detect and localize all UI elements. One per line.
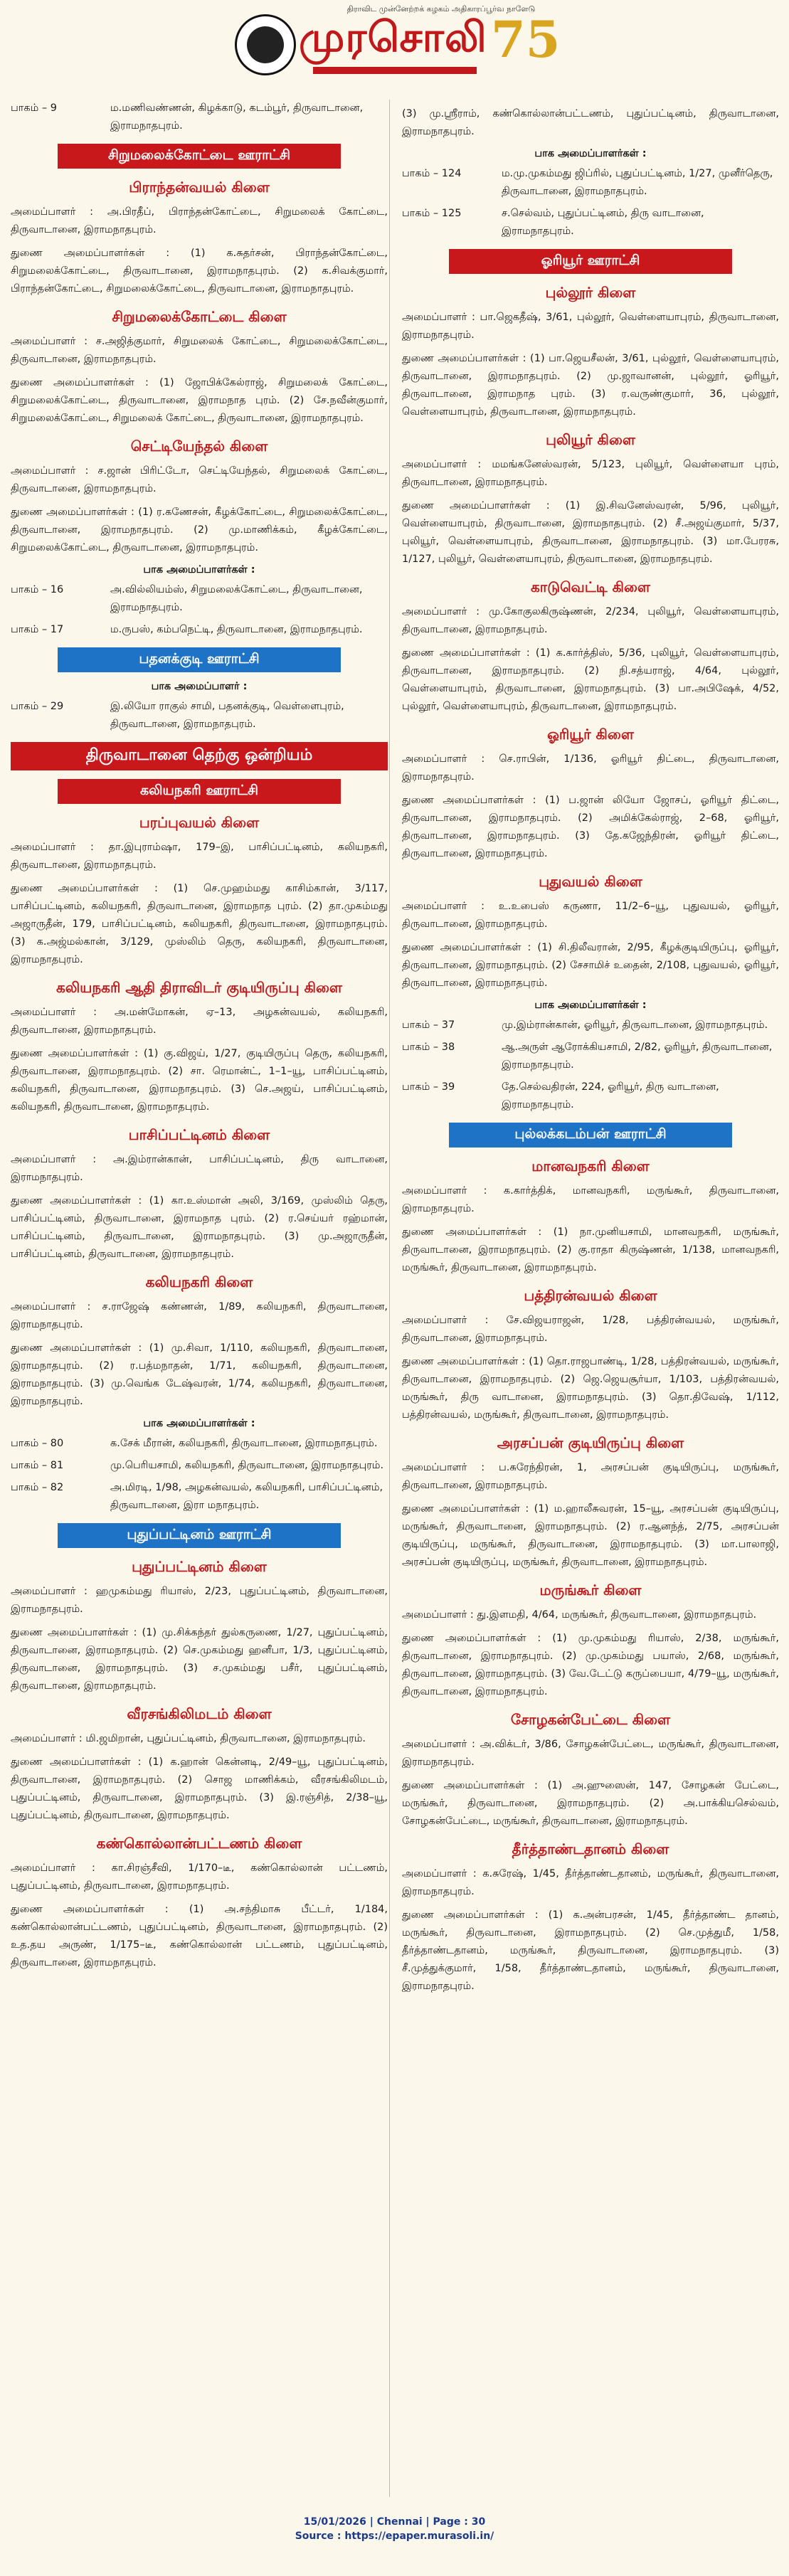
footer-date-page: 15/01/2026 | Chennai | Page : 30 bbox=[303, 2516, 486, 2528]
organiser-text: அமைப்பாளர் : மமங்கனேஸ்வரன், 5/123, புலியூர், வெள்ளையா புரம், திருவாடானை, இராமநாதபுரம். bbox=[402, 459, 779, 488]
branch-heading: புல்லூர் கிளை bbox=[545, 284, 636, 301]
part-row: பாகம் – 82 அ.மிரடி, 1/98, அழகன்வயல், கலியநகரி, பாசிப்பட்டினம், திருவாடானை, இரா மநாதபுரம். bbox=[11, 1482, 383, 1511]
deputy-organisers-text: துணை அமைப்பாளர்கள் : (1) க.அன்பரசன், 1/45, தீர்த்தாண்ட தானம், மருங்கூர், திருவாடானை, இராமநாதபுரம். (2) செ.முத்துமீ, 1/58, தீர்த்தாண்டதானம், மருங்கூர், திருவாடானை, இராமநாதபுரம். (3) சீ.முத்துக்குமார், 1/58, தீர்த்தாண்டதானம், மருங்கூர், திருவாடானை, இராமநாதபுரம். bbox=[402, 1909, 779, 1992]
panchayat-heading: புதுப்பட்டினம் ஊராட்சி bbox=[58, 1523, 341, 1548]
part-row: பாகம் – 29 இ.லியோ ராகுல் சாமி, பதனக்குடி, வெள்ளைபுரம், திருவாடானை, இராமநாதபுரம். bbox=[11, 701, 344, 730]
part-organisers-heading: பாக அமைப்பாளர்கள் : bbox=[143, 564, 255, 576]
deputy-organisers-text: துணை அமைப்பாளர்கள் : (1) கு.விஜய், 1/27, குடியிருப்பு தெரு, கலியநகரி, திருவாடானை, இராமநாதபுரம். (2) சா. ரெமான்ட், 1–1–யூ, பாசிப்பட்டினம், கலியநகரி, திருவாடானை, இராமநாதபுரம். (3) செ.அஜய், பாசிப்பட்டினம், கலியநகரி, திருவாடானை, இராமநாதபுரம். bbox=[11, 1048, 388, 1113]
branch-heading: காடுவெட்டி கிளை bbox=[531, 578, 650, 595]
branch-heading: ஓரியூர் கிளை bbox=[547, 726, 634, 743]
part-row: பாகம் – 16 அ.வில்லியம்ஸ், சிறுமலைக்கோட்டை, திருவாடானை, இராமநாதபுரம். bbox=[11, 584, 363, 613]
part-organisers-heading: பாக அமைப்பாளர் : bbox=[151, 681, 248, 692]
continued-text: (3) மு.ஸ்ரீராம், கண்கொல்லான்பட்டணம், புதுப்பட்டினம், திருவாடானை, இராமநாதபுரம். bbox=[402, 108, 779, 137]
masthead-underline bbox=[313, 67, 477, 74]
panchayat-heading: புல்லக்கடம்பன் ஊராட்சி bbox=[449, 1123, 732, 1147]
deputy-organisers-text: துணை அமைப்பாளர்கள் : (1) மு.முகம்மது ரியாஸ், 2/38, மருங்கூர், திருவாடானை, இராமநாதபுரம். (2) மு.முகம்மது பயாஸ், 2/68, மருங்கூர், திருவாடானை, இராமநாதபுரம். (3) வே.டேட்டு கருப்பையா, 4/79–யூ, மருங்கூர், திருவாடானை, இராமநாதபுரம். bbox=[402, 1633, 779, 1697]
panchayat-heading: கலியநகரி ஊராட்சி bbox=[58, 779, 341, 804]
deputy-organisers-text: துணை அமைப்பாளர்கள் : (1) ப.ஜான் லியோ ஜோசப், ஓரியூர் திட்டை, திருவாடானை, இராமநாதபுரம். (2) அமிக்கேல்ராஜ், 2–68, ஓரியூர், திருவாடானை, இராமநாதபுரம். (3) தே.கஜேந்திரன், ஓரியூர் திட்டை, திருவாடானை, இராமநாதபுரம். bbox=[402, 795, 779, 859]
part-row: பாகம் – 37 மு.இம்ரான்கான், ஓரியூர், திருவாடானை, இராமநாதபுரம். bbox=[402, 1019, 768, 1031]
organiser-text: அமைப்பாளர் : து.இளமதி, 4/64, மருங்கூர், திருவாடானை, இராமநாதபுரம். bbox=[402, 1609, 757, 1621]
branch-heading: மானவநகரி கிளை bbox=[531, 1157, 650, 1175]
organiser-text: அமைப்பாளர் : அ.இம்ரான்கான், பாசிப்பட்டினம், திரு வாடானை, இராமநாதபுரம். bbox=[11, 1154, 388, 1183]
organiser-text: அமைப்பாளர் : ச.அஜித்குமார், சிறுமலைக் கோட்டை, சிறுமலைக்கோட்டை, திருவாடானை, இராமநாதபுரம். bbox=[11, 336, 388, 365]
union-heading: திருவாடானை தெற்கு ஒன்றியம் bbox=[11, 742, 388, 770]
organiser-text: அமைப்பாளர் : சே.விஜயராஜன், 1/28, பத்திரன்வயல், மருங்கூர், திருவாடானை, இராமநாதபுரம். bbox=[402, 1315, 779, 1344]
deputy-organisers-text: துணை அமைப்பாளர்கள் : (1) கா.உஸ்மான் அலி, 3/169, முஸ்லிம் தெரு, பாசிப்பட்டினம், திருவாடானை, இராமநாத புரம். (2) ர.செய்யர் ரஹ்மான், பாசிப்பட்டினம், திருவாடானை, இராமநாதபுரம். (3) மு.அஜாருதீன், பாசிப்பட்டினம், திருவாடானை, இராமநாதபுரம். bbox=[11, 1195, 388, 1260]
deputy-organisers-text: துணை அமைப்பாளர்கள் : (1) செ.முஹம்மது காசிம்கான், 3/117, பாசிப்பட்டினம், கலியநகரி, திருவாடானை, இராமநாத புரம். (2) தா.முகம்மது அஜாருதீன், 179, பாசிப்பட்டினம், கலியநகரி, திருவாடானை, இராமநாதபுரம். (3) க.அஜ்மல்கான், 3/129, முஸ்லிம் தெரு, கலியநகரி, திருவாடானை, இராமநாதபுரம். bbox=[11, 883, 388, 965]
newspaper-title: முரசொலி bbox=[299, 13, 487, 61]
organiser-text: அமைப்பாளர் : க.கார்த்திக், மானவநகரி, மருங்கூர், திருவாடானை, இராமநாதபுரம். bbox=[402, 1185, 779, 1214]
branch-heading: பிராந்தன்வயல் கிளை bbox=[129, 179, 270, 196]
panchayat-heading: சிறுமலைக்கோட்டை ஊராட்சி bbox=[58, 144, 341, 169]
organiser-text: அமைப்பாளர் : உ.உபைஸ் கருணா, 11/2–6–யூ, புதுவயல், ஓரியூர், திருவாடானை, இராமநாதபுரம். bbox=[402, 901, 779, 930]
panchayat-heading: பதனக்குடி ஊராட்சி bbox=[58, 647, 341, 672]
left-column bbox=[11, 100, 388, 1978]
part-organisers-heading: பாக அமைப்பாளர்கள் : bbox=[143, 1418, 255, 1429]
branch-heading: வீரசங்கிலிமடம் கிளை bbox=[127, 1705, 272, 1722]
branch-heading: செட்டியேந்தல் கிளை bbox=[130, 438, 268, 455]
part-row: பாகம் – 80 க.சேக் மீரான், கலியநகரி, திருவாடானை, இராமநாதபுரம். bbox=[11, 1438, 378, 1449]
deputy-organisers-text: துணை அமைப்பாளர்கள் : (1) ம.ஹாலீசுவரன், 15–யூ, அரசப்பன் குடியிருப்பு, மருங்கூர், திருவாடானை, இராமநாதபுரம். (2) ர.ஆனந்த், 2/75, அரசப்பன் குடியிருப்பு, மருங்கூர், திருவாடானை, இராமநாதபுரம். (3) மா.பாலாஜி, அரசப்பன் குடியிருப்பு, மருங்கூர், திருவாடானை, இராமநாதபுரம். bbox=[402, 1503, 779, 1568]
page-footer bbox=[0, 2515, 789, 2543]
organiser-text: அமைப்பாளர் : அ.விக்டர், 3/86, சோழகன்பேட்டை, மருங்கூர், திருவாடானை, இராமநாதபுரம். bbox=[402, 1739, 779, 1768]
part-organisers-heading: பாக அமைப்பாளர்கள் : bbox=[534, 148, 647, 159]
branch-heading: புதுப்பட்டினம் கிளை bbox=[132, 1558, 267, 1575]
branch-heading: புலியூர் கிளை bbox=[546, 431, 635, 448]
deputy-organisers-text: துணை அமைப்பாளர்கள் : (1) இ.சிவனேஸ்வரன், 5/96, புலியூர், வெள்ளையாபுரம், திருவாடானை, இராமநாதபுரம். (2) சீ.அஜய்குமார், 5/37, புலியூர், வெள்ளையாபுரம், திருவாடானை, இராமநாதபுரம். (3) மா.பேரரசு, 1/127, புலியூர், வெள்ளையாபுரம், திருவாடானை, இராமநாதபுரம். bbox=[402, 500, 779, 565]
organiser-text: அமைப்பாளர் : மி.ஜமிறான், புதுப்பட்டினம், திருவாடானை, இராமநாதபுரம். bbox=[11, 1733, 366, 1744]
part-organisers-heading: பாக அமைப்பாளர்கள் : bbox=[534, 1000, 647, 1011]
deputy-organisers-text: துணை அமைப்பாளர்கள் : (1) ஜோபிக்கேல்ராஜ், சிறுமலைக் கோட்டை, சிறுமலைக்கோட்டை, திருவாடானை, இராமநாத புரம். (2) சே.நவீன்குமார், சிறுமலைக்கோட்டை, சிறுமலைக் கோட்டை, திருவாடானை, இராமநாதபுரம். bbox=[11, 377, 388, 424]
part-row: பாகம் – 17 ம.ருபஸ், கம்பநெட்டி, திருவாடானை, இராமநாதபுரம். bbox=[11, 624, 363, 635]
deputy-organisers-text: துணை அமைப்பாளர்கள் : (1) நா.முனியசாமி, மானவநகரி, மருங்கூர், திருவாடானை, இராமநாதபுரம். (2) கு.ராதா கிருஷ்ணன், 1/138, மானவநகரி, மருங்கூர், திருவாடானை, இராமநாதபுரம். bbox=[402, 1226, 779, 1273]
part-row: பாகம் – 125 ச.செல்வம், புதுப்பட்டினம், திரு வாடானை, இராமநாதபுரம். bbox=[402, 208, 704, 237]
deputy-organisers-text: துணை அமைப்பாளர்கள் : (1) அ.ஹுஸைன், 147, சோழகன் பேட்டை, மருங்கூர், திருவாடானை, இராமநாதபுரம். (2) அ.பாக்கியசெல்வம், சோழகன்பேட்டை, மருங்கூர், திருவாடானை, இராமநாதபுரம். bbox=[402, 1780, 779, 1827]
organiser-text: அமைப்பாளர் : பா.ஜெகதீஷ், 3/61, புல்லூர், வெள்ளையாபுரம், திருவாடானை, இராமநாதபுரம். bbox=[402, 312, 779, 341]
organiser-text: அமைப்பாளர் : ப.சுரேந்திரன், 1, அரசப்பன் குடியிருப்பு, மருங்கூர், திருவாடானை, இராமநாதபுரம். bbox=[402, 1462, 779, 1491]
party-emblem-icon bbox=[235, 14, 296, 75]
deputy-organisers-text: துணை அமைப்பாளர்கள் : (1) சி.திலீவரான், 2/95, கீழக்குடியிருப்பு, ஓரியூர், திருவாடானை, இராமநாதபுரம். (2) சேசாமிச் உதைன், 2/108, புதுவயல், ஓரியூர், திருவாடானை, இராமநாதபுரம். bbox=[402, 942, 779, 989]
branch-heading: கலியநகரி கிளை bbox=[145, 1273, 253, 1290]
deputy-organisers-text: துணை அமைப்பாளர்கள் : (1) தொ.ராஜபாண்டி, 1/28, பத்திரன்வயல், மருங்கூர், திருவாடானை, இராமநாதபுரம். (2) ஜெ.ஜெயசூர்யா, 1/103, பத்திரன்வயல், மருங்கூர், திரு வாடானை, இராமநாதபுரம். (3) தொ.திவேஷ், 1/112, பத்திரன்வயல், மருங்கூர், திருவாடானை, இராமநாதபுரம். bbox=[402, 1356, 779, 1421]
deputy-organisers-text: துணை அமைப்பாளர்கள் : (1) க.ஹான் கென்னடி, 2/49–யூ, புதுப்பட்டினம், திருவாடானை, இராமநாதபுரம். (2) சொஜ மாணிக்கம், வீரசங்கிலிமடம், புதுப்பட்டினம், திருவாடானை, இராமநாதபுரம். (3) இ.ரஞ்சித், 2/38–யூ, புதுப்பட்டினம், திருவாடானை, இராமநாதபுரம். bbox=[11, 1756, 388, 1821]
deputy-organisers-text: துணை அமைப்பாளர்கள் : (1) அ.சந்திமாசு பீட்டர், 1/184, கண்கொல்லான்பட்டணம், புதுப்பட்டினம், திருவாடானை, இராமநாதபுரம். (2) உத.தய அருண், 1/175–டீ, கண்கொல்லான் பட்டணம், புதுப்பட்டினம், திருவாடானை, இராமநாதபுரம். bbox=[11, 1904, 388, 1968]
part-row: பாகம் – 9 ம.மணிவண்ணன், கிழக்காடு, கடம்பூர், திருவாடானை, இராமநாதபுரம். bbox=[11, 102, 364, 132]
branch-heading: பரப்புவயல் கிளை bbox=[139, 814, 260, 831]
organiser-text: அமைப்பாளர் : ஹமுகம்மது ரியாஸ், 2/23, புதுப்பட்டினம், திருவாடானை, இராமநாதபுரம். bbox=[11, 1586, 388, 1615]
branch-heading: சோழகன்பேட்டை கிளை bbox=[510, 1711, 671, 1728]
branch-heading: அரசப்பன் குடியிருப்பு கிளை bbox=[497, 1434, 684, 1451]
branch-heading: பத்திரன்வயல் கிளை bbox=[524, 1287, 657, 1304]
deputy-organisers-text: துணை அமைப்பாளர்கள் : (1) பா.ஜெயசீலன், 3/61, புல்லூர், வெள்ளையாபுரம், திருவாடானை, இராமநாதபுரம். (2) மு.ஜாவானன், புல்லூர், ஓரியூர், திருவாடானை, இராமநாத புரம். (3) ர.வருண்குமார், 36, புல்லூர், வெள்ளையாபுரம், திருவாடானை, இராமநாதபுரம். bbox=[402, 353, 779, 418]
organiser-text: அமைப்பாளர் : மு.கோகுலகிருஷ்ணன், 2/234, புலியூர், வெள்ளையாபுரம், திருவாடானை, இராமநாதபுரம். bbox=[402, 606, 779, 635]
footer-source-link[interactable]: Source : https://epaper.murasoli.in/ bbox=[295, 2530, 494, 2542]
organiser-text: அமைப்பாளர் : கா.சிரஞ்சீவி, 1/170–டீ, கண்கொல்லான் பட்டணம், புதுப்பட்டினம், திருவாடானை, இராமநாதபுரம். bbox=[11, 1862, 388, 1892]
masthead-tagline: திராவிட முன்னேற்றக் கழகம் அதிகாரப்பூர்வ நாளேடு bbox=[346, 4, 536, 14]
right-column bbox=[402, 100, 779, 2001]
deputy-organisers-text: துணை அமைப்பாளர்கள் : (1) மு.சிக்கந்தர் துல்கருணை, 1/27, புதுப்பட்டினம், திருவாடானை, இராமநாதபுரம். (2) செ.முகம்மது ஹனீபா, 1/3, புதுப்பட்டினம், திருவாடானை, இராமநாதபுரம். (3) ச.முகம்மது பசீர், புதுப்பட்டினம், திருவாடானை, இராமநாதபுரம். bbox=[11, 1627, 388, 1692]
branch-heading: மருங்கூர் கிளை bbox=[539, 1581, 642, 1599]
organiser-text: அமைப்பாளர் : ச.ராஜேஷ் கண்ணன், 1/89, கலியநகரி, திருவாடானை, இராமநாதபுரம். bbox=[11, 1301, 388, 1330]
branch-heading: சிறுமலைக்கோட்டை கிளை bbox=[112, 308, 287, 325]
deputy-organisers-text: துணை அமைப்பாளர்கள் : (1) க.சுதர்சன், பிராந்தன்கோட்டை, சிறுமலைக்கோட்டை, திருவாடானை, இராமநாதபுரம். (2) க.சிவக்குமார், பிராந்தன்கோட்டை, சிறுமலைக்கோட்டை, திருவாடானை, இராமநாதபுரம். bbox=[11, 248, 388, 295]
branch-heading: கலியநகரி ஆதி திராவிடர் குடியிருப்பு கிளை bbox=[56, 979, 342, 996]
organiser-text: அமைப்பாளர் : ச.ஜான் பிரிட்டோ, செட்டியேந்தல், சிறுமலைக் கோட்டை, திருவாடானை, இராமநாதபுரம். bbox=[11, 465, 388, 494]
part-row: பாகம் – 81 மு.பெரியசாமி, கலியநகரி, திருவாடானை, இராமநாதபுரம். bbox=[11, 1460, 384, 1471]
column-divider bbox=[389, 100, 390, 2497]
anniversary-logo: 75 bbox=[491, 10, 561, 69]
part-row: பாகம் – 39 தே.செல்வதிரன், 224, ஓரியூர், திரு வாடானை, இராமநாதபுரம். bbox=[402, 1081, 719, 1111]
deputy-organisers-text: துணை அமைப்பாளர்கள் : (1) மு.சிவா, 1/110, கலியநகரி, திருவாடானை, இராமநாதபுரம். (2) ர.பத்மநாதன், 1/71, கலியநகரி, திருவாடானை, இராமநாதபுரம். (3) மு.வெங்க டேஷ்வரன், 1/74, கலியநகரி, திருவாடானை, இராமநாதபுரம். bbox=[11, 1342, 388, 1407]
branch-heading: புதுவயல் கிளை bbox=[539, 873, 642, 890]
deputy-organisers-text: துணை அமைப்பாளர்கள் : (1) க.கார்த்திஸ், 5/36, புலியூர், வெள்ளையாபுரம், திருவாடானை, இராமநாதபுரம். (2) நி.சத்யராஜ், 4/64, புல்லூர், வெள்ளையாபுரம், திருவாடானை, இராமநாதபுரம். (3) பா.அபிஷேக், 4/52, புல்லூர், வெள்ளையாபுரம், திருவாடானை, இராமநாதபுரம். bbox=[402, 647, 779, 712]
deputy-organisers-text: துணை அமைப்பாளர்கள் : (1) ர.கணேசன், கீழக்கோட்டை, சிறுமலைக்கோட்டை, திருவாடானை, இராமநாதபுரம். (2) மு.மாணிக்கம், கீழக்கோட்டை, சிறுமலைக்கோட்டை, திருவாடானை, இராமநாதபுரம். bbox=[11, 507, 388, 553]
organiser-text: அமைப்பாளர் : அ.பிரதீப், பிராந்தன்கோட்டை, சிறுமலைக் கோட்டை, திருவாடானை, இராமநாதபுரம். bbox=[11, 206, 388, 235]
masthead bbox=[0, 0, 789, 100]
organiser-text: அமைப்பாளர் : தா.இபுராம்ஷா, 179–இ, பாசிப்பட்டினம், கலியநகரி, திருவாடானை, இராமநாதபுரம். bbox=[11, 842, 388, 871]
branch-heading: தீர்த்தாண்டதானம் கிளை bbox=[512, 1840, 669, 1857]
part-row: பாகம் – 124 ம.மு.முகம்மது ஜிப்ரில், புதுப்பட்டினம், 1/27, முனீர்தெரு, திருவாடானை, இராமநாதபுரம். bbox=[402, 168, 773, 197]
branch-heading: கண்கொல்லான்பட்டணம் கிளை bbox=[96, 1835, 302, 1852]
part-row: பாகம் – 38 ஆ.அருள் ஆரோக்கியசாமி, 2/82, ஓரியூர், திருவாடானை, இராமநாதபுரம். bbox=[402, 1041, 773, 1071]
organiser-text: அமைப்பாளர் : அ.மன்மோகன், ஏ–13, அழகன்வயல், கலியநகரி, திருவாடானை, இராமநாதபுரம். bbox=[11, 1007, 388, 1036]
branch-heading: பாசிப்பட்டினம் கிளை bbox=[128, 1126, 270, 1143]
organiser-text: அமைப்பாளர் : செ.ராபின், 1/136, ஓரியூர் திட்டை, திருவாடானை, இராமநாதபுரம். bbox=[402, 753, 779, 783]
panchayat-heading: ஓரியூர் ஊராட்சி bbox=[449, 249, 732, 274]
organiser-text: அமைப்பாளர் : க.சுரேஷ், 1/45, தீர்த்தாண்டதானம், மருங்கூர், திருவாடானை, இராமநாதபுரம். bbox=[402, 1868, 779, 1897]
